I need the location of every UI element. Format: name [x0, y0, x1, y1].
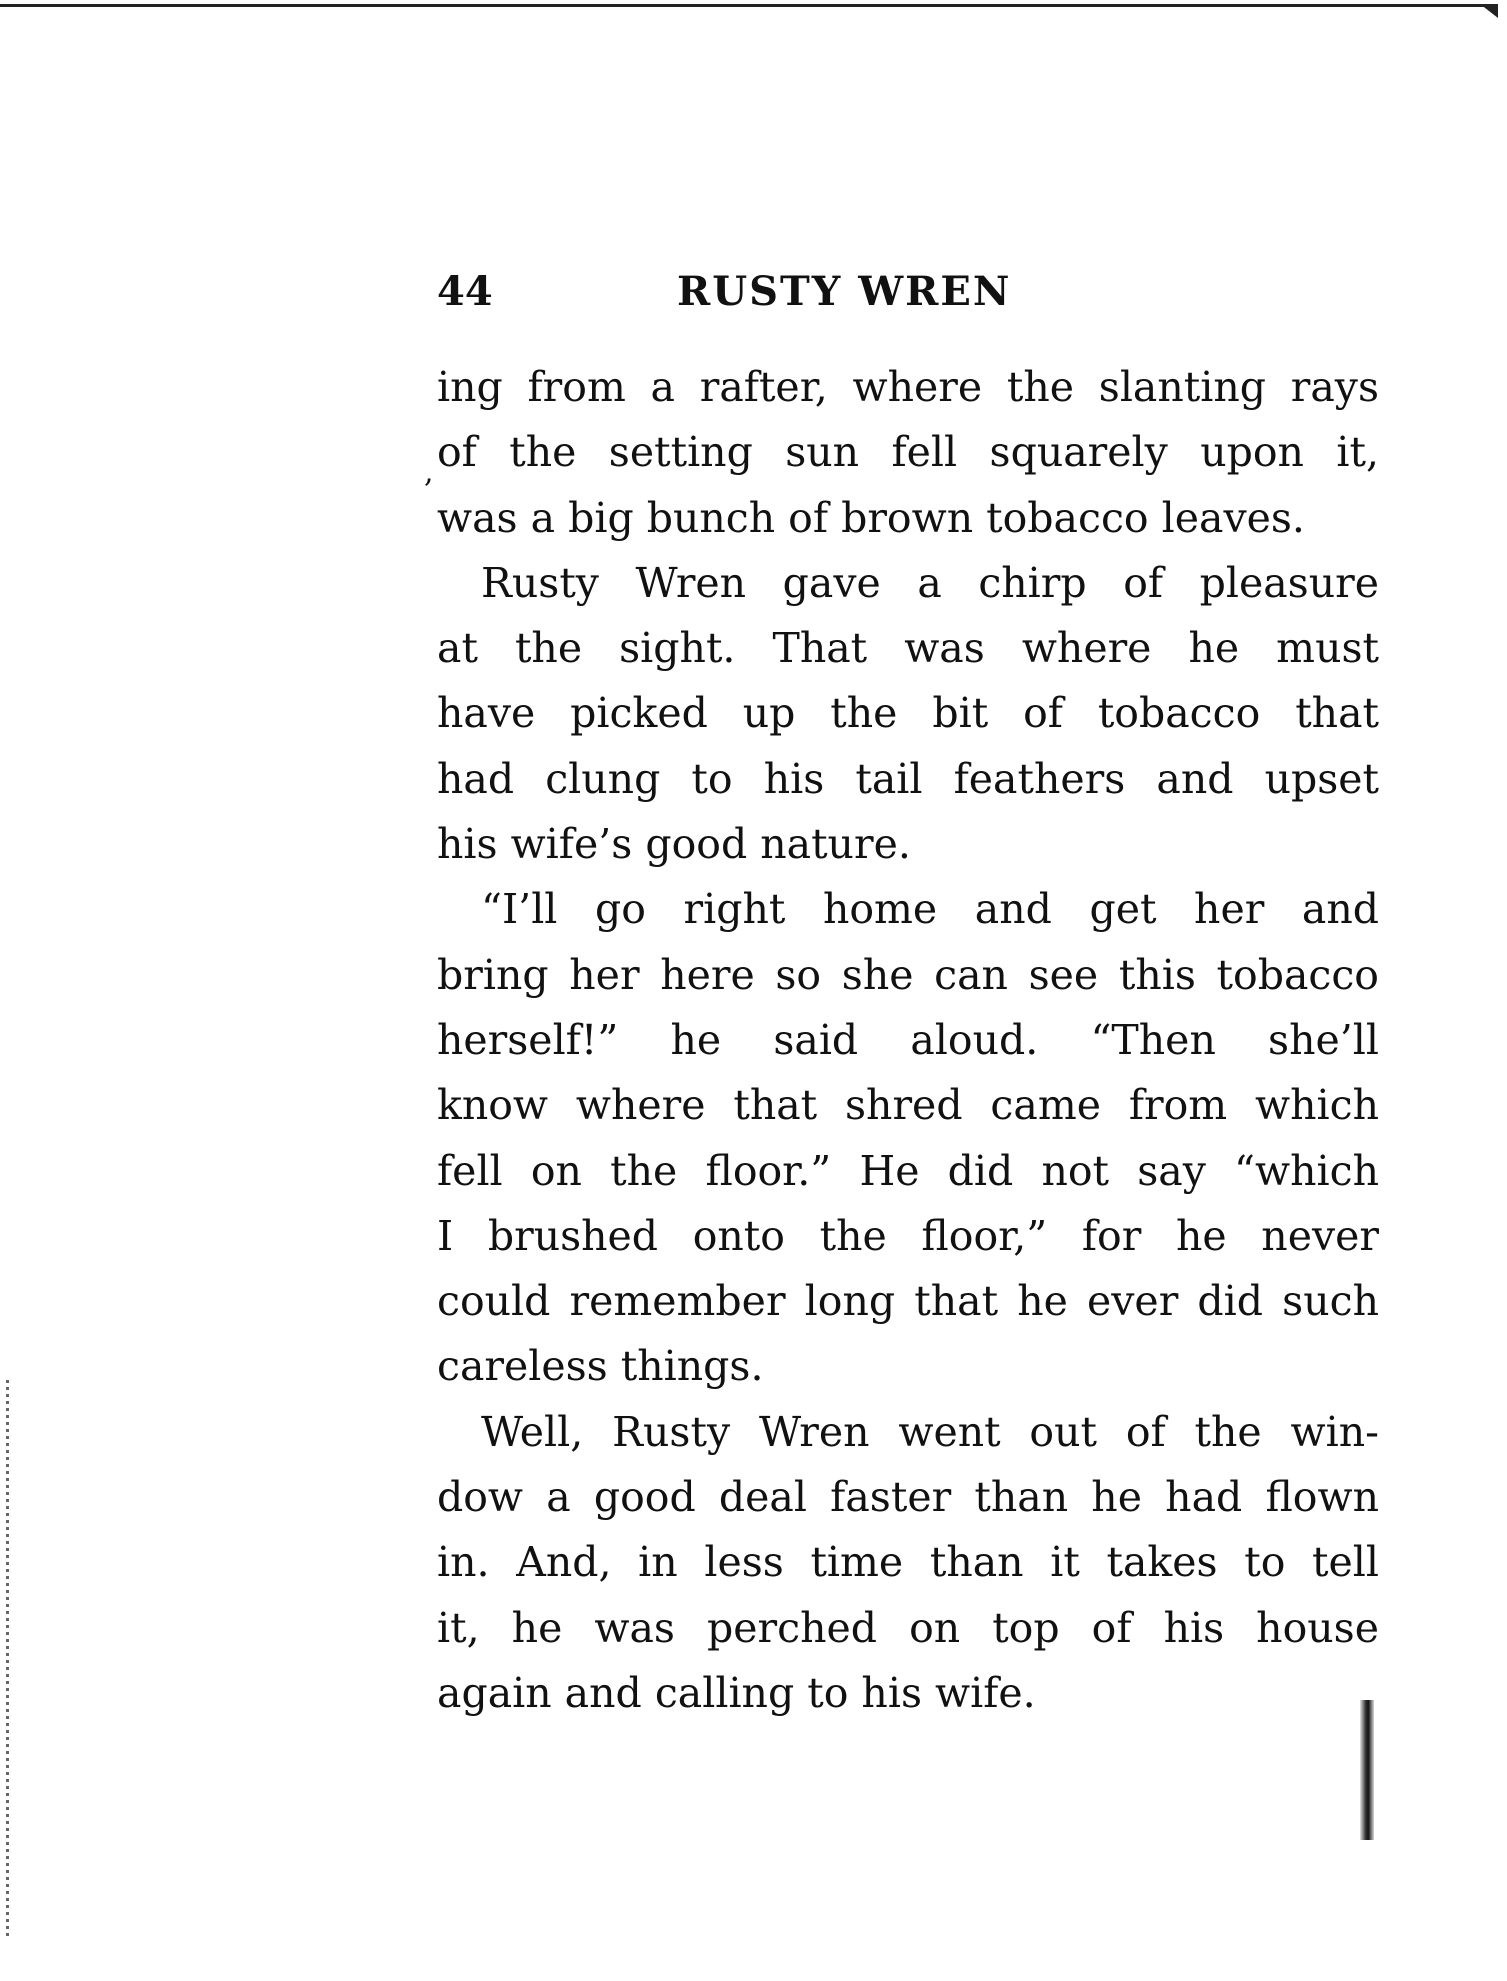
- stray-mark: ,: [424, 455, 434, 490]
- text-line: know where that shred came from which: [437, 1081, 1379, 1130]
- text-line: fell on the floor.” He did not say “which: [437, 1146, 1379, 1195]
- text-line: at the sight. That was where he must: [437, 624, 1379, 673]
- text-line: ing from a rafter, where the slanting rays: [437, 363, 1379, 411]
- text-line: his wife’s good nature.: [437, 820, 911, 869]
- text-line: dow a good deal faster than he had flown: [437, 1473, 1379, 1522]
- text-line: have picked up the bit of tobacco that: [437, 689, 1379, 738]
- text-line: it, he was perched on top of his house: [437, 1603, 1379, 1652]
- text-line: herself!” he said aloud. “Then she’ll: [437, 1015, 1379, 1064]
- page-number: 44: [437, 268, 493, 315]
- text-line: in. And, in less time than it takes to tell: [437, 1538, 1379, 1587]
- top-rule: [0, 4, 1490, 7]
- scan-smudge: [1360, 1700, 1374, 1840]
- body-text: [437, 355, 1379, 1726]
- top-rule-tip: [1480, 4, 1498, 18]
- text-line: again and calling to his wife.: [437, 1668, 1036, 1717]
- text-line: had clung to his tail feathers and upset: [437, 754, 1379, 803]
- text-line: I brushed onto the floor,” for he never: [437, 1211, 1379, 1260]
- text-line: Rusty Wren gave a chirp of pleasure: [481, 558, 1379, 607]
- running-title: RUSTY WREN: [677, 268, 1012, 315]
- text-line: careless things.: [437, 1342, 764, 1391]
- text-line: could remember long that he ever did such: [437, 1277, 1379, 1326]
- text-line: “I’ll go right home and get her and: [481, 885, 1379, 934]
- text-line: bring her here so she can see this tobacco: [437, 950, 1379, 999]
- page-header: [437, 268, 1377, 328]
- scan-edge-artifact: [6, 1380, 9, 1940]
- text-line: Well, Rusty Wren went out of the win-: [481, 1407, 1379, 1456]
- text-line: of the setting sun fell squarely upon it,: [437, 428, 1379, 477]
- text-line: was a big bunch of brown tobacco leaves.: [437, 493, 1305, 542]
